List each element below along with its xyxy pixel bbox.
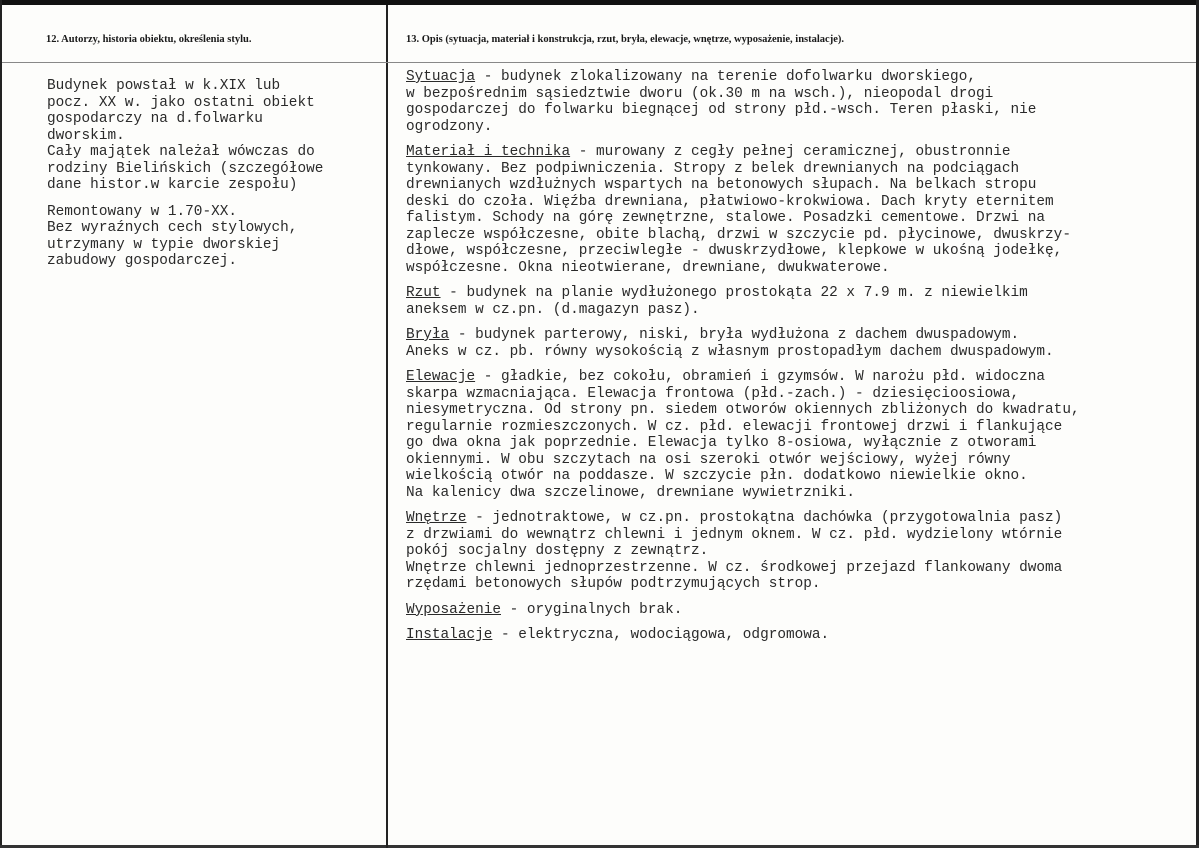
frame-top-border	[0, 0, 1199, 5]
section-text: - murowany z cegły pełnej ceramicznej, obustronnie tynkowany. Bez podpiwniczenia. Stropy z belek drewnianych na podciągach drewnianych wzdłużnych wspartych na betonowych słupach. Na belkach stropu deski do czoła. Więźba drewniana, płatwiowo-krokwiowa. Dach kryty eternitem falistym. Schody na górę zewnętrzne, stalowe. Posadzki cementowe. Drzwi na zaplecze współczesne, obite blachą, drzwi w szczycie pd. płycinowe, dwuskrzy- dłowe, współczesne, przeciwległe - dwuskrzydłowe, klepkowe w ukośną jodełkę, współczesne. Okna nieotwierane, drewniane, dwukwaterowe.	[406, 144, 1071, 276]
section-text: - jednotraktowe, w cz.pn. prostokątna dachówka (przygotowalnia pasz) z drzwiami do wewnątrz chlewni i jednym oknem. W cz. płd. wydzielony wtórnie pokój socjalny dostępny z zewnątrz. Wnętrze chlewni jednoprzestrzenne. W cz. środkowej przejazd flankowany dwoma rzędami betonowych słupów podtrzymujących strop.	[406, 510, 1063, 592]
section-title: Wnętrze	[406, 510, 467, 526]
section-title: Instalacje	[406, 627, 493, 643]
section-text: - elektryczna, wodociągowa, odgromowa.	[492, 627, 830, 643]
section-installations	[406, 627, 1194, 644]
frame-left-border	[0, 0, 2, 848]
column-divider	[386, 5, 388, 848]
section-title: Sytuacja	[406, 69, 476, 85]
section-interior	[406, 510, 1194, 593]
section-12-header: 12. Autorzy, historia obiektu, określenia stylu.	[46, 34, 252, 45]
section-title: Rzut	[406, 285, 441, 301]
section-plan	[406, 285, 1194, 318]
header-rule	[2, 62, 1196, 63]
section-title: Materiał i technika	[406, 144, 571, 160]
section-material	[406, 144, 1194, 276]
section-13-header: 13. Opis (sytuacja, materiał i konstrukcja, rzut, bryła, elewacje, wnętrze, wyposażenie, instalacje).	[406, 34, 845, 45]
section-text: - budynek zlokalizowany na terenie dofolwarku dworskiego, w bezpośrednim sąsiedztwie dworu (ok.30 m na wsch.), nieopodal drogi gospodarczej do folwarku biegnącej od strony płd.-wsch. Teren płaski, nie ogrodzony.	[406, 69, 1037, 135]
section-title: Elewacje	[406, 369, 476, 385]
description-column	[406, 69, 1194, 653]
section-text: - budynek na planie wydłużonego prostokąta 22 x 7.9 m. z niewielkim aneksem w cz.pn. (d.magazyn pasz).	[406, 285, 1028, 318]
section-text: - budynek parterowy, niski, bryła wydłużona z dachem dwuspadowym. Aneks w cz. pb. równy wysokością z własnym prostopadłym dachem dwuspadowym.	[406, 327, 1054, 360]
section-text: - oryginalnych brak.	[501, 601, 683, 618]
section-situation	[406, 69, 1194, 135]
section-elevations	[406, 369, 1194, 501]
section-text: - gładkie, bez cokołu, obramień i gzymsów. W narożu płd. widoczna skarpa wzmacniająca. Elewacja frontowa (płd.-zach.) - dziesięcioosiowa, niesymetryczna. Od strony pn. siedem otworów okiennych zbliżonych do kwadratu, regularnie rozmieszczonych. W cz. płd. elewacji frontowej drzwi i flankujące go dwa okna jak poprzednie. Elewacja tylko 8-osiowa, wyłącznie z otworami okiennymi. W obu szczytach na osi szeroki otwór wejściowy, wyżej równy wielkością otwór na poddasze. W szczycie płn. dodatkowo niewielkie okno. Na kalenicy dwa szczelinowe, drewniane wywietrzniki.	[406, 369, 1080, 501]
section-title: Wyposażenie	[406, 601, 501, 618]
section-equipment	[406, 602, 1194, 619]
section-massing	[406, 327, 1194, 360]
renovation-paragraph: Remontowany w 1.70-XX. Bez wyraźnych cech stylowych, utrzymany w typie dworskiej zabudowy gospodarczej.	[47, 203, 298, 269]
section-title: Bryła	[406, 327, 450, 343]
history-paragraph: Budynek powstał w k.XIX lub pocz. XX w. jako ostatni obiekt gospodarczy na d.folwarku dworskim. Cały majątek należał wówczas do rodziny Bielińskich (szczegółowe dane histor.w karcie zespołu)	[47, 78, 324, 193]
history-column	[47, 78, 377, 280]
